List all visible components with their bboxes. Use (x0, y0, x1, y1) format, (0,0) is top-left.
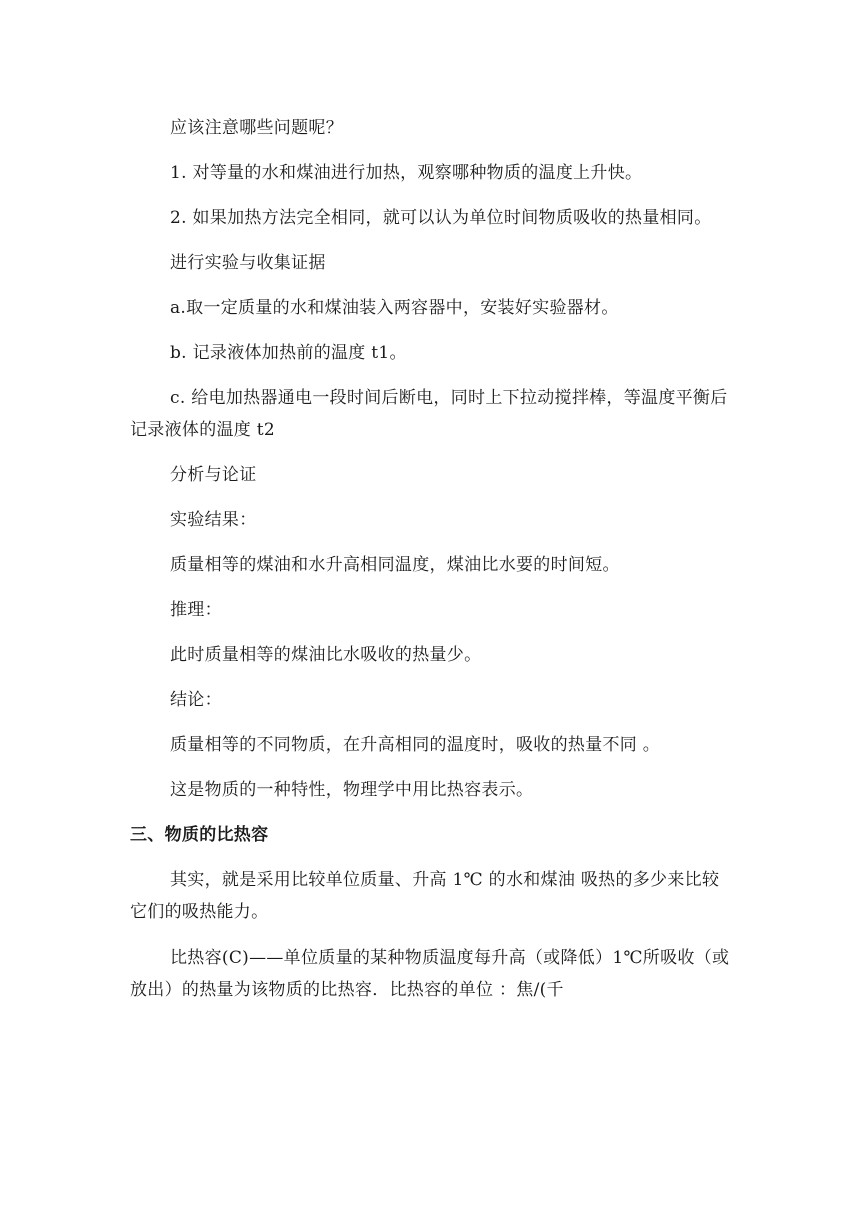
result-label: 实验结果： (170, 510, 257, 530)
section-heading-specific-heat: 三、物质的比热容 (130, 825, 269, 845)
specific-heat-definition: 比热容(C)——单位质量的某种物质温度每升高（或降低）1℃所吸收（或放出）的热量为该物质的比热容．比热容的单位 ：焦/(千 (130, 948, 730, 1000)
conclusion-text: 质量相等的不同物质，在升高相同的温度时，吸收的热量不同 。 (170, 735, 661, 755)
result-text: 质量相等的煤油和水升高相同温度，煤油比水要的时间短。 (170, 555, 620, 575)
step-b: b. 记录液体加热前的温度 t1。 (170, 343, 407, 363)
question-paragraph: 应该注意哪些问题呢？ (170, 118, 343, 138)
section-experiment-title: 进行实验与收集证据 (170, 253, 326, 273)
reasoning-text: 此时质量相等的煤油比水吸收的热量少。 (170, 645, 482, 665)
note-item-2: 2. 如果加热方法完全相同，就可以认为单位时间物质吸收的热量相同。 (170, 208, 712, 228)
section-analysis-title: 分析与论证 (170, 465, 257, 485)
step-c: c. 给电加热器通电一段时间后断电，同时上下拉动搅拌棒，等温度平衡后记录液体的温度 t2 (130, 388, 728, 440)
reasoning-label: 推理： (170, 600, 222, 620)
specific-heat-intro: 其实，就是采用比较单位质量、升高 1℃ 的水和煤油 吸热的多少来比较它们的吸热能力。 (130, 870, 720, 922)
step-a: a.取一定质量的水和煤油装入两容器中，安装好实验器材。 (170, 298, 619, 318)
conclusion-label: 结论： (170, 690, 222, 710)
note-item-1: 1. 对等量的水和煤油进行加热，观察哪种物质的温度上升快。 (170, 163, 643, 183)
property-statement: 这是物质的一种特性，物理学中用比热容表示。 (170, 780, 534, 800)
